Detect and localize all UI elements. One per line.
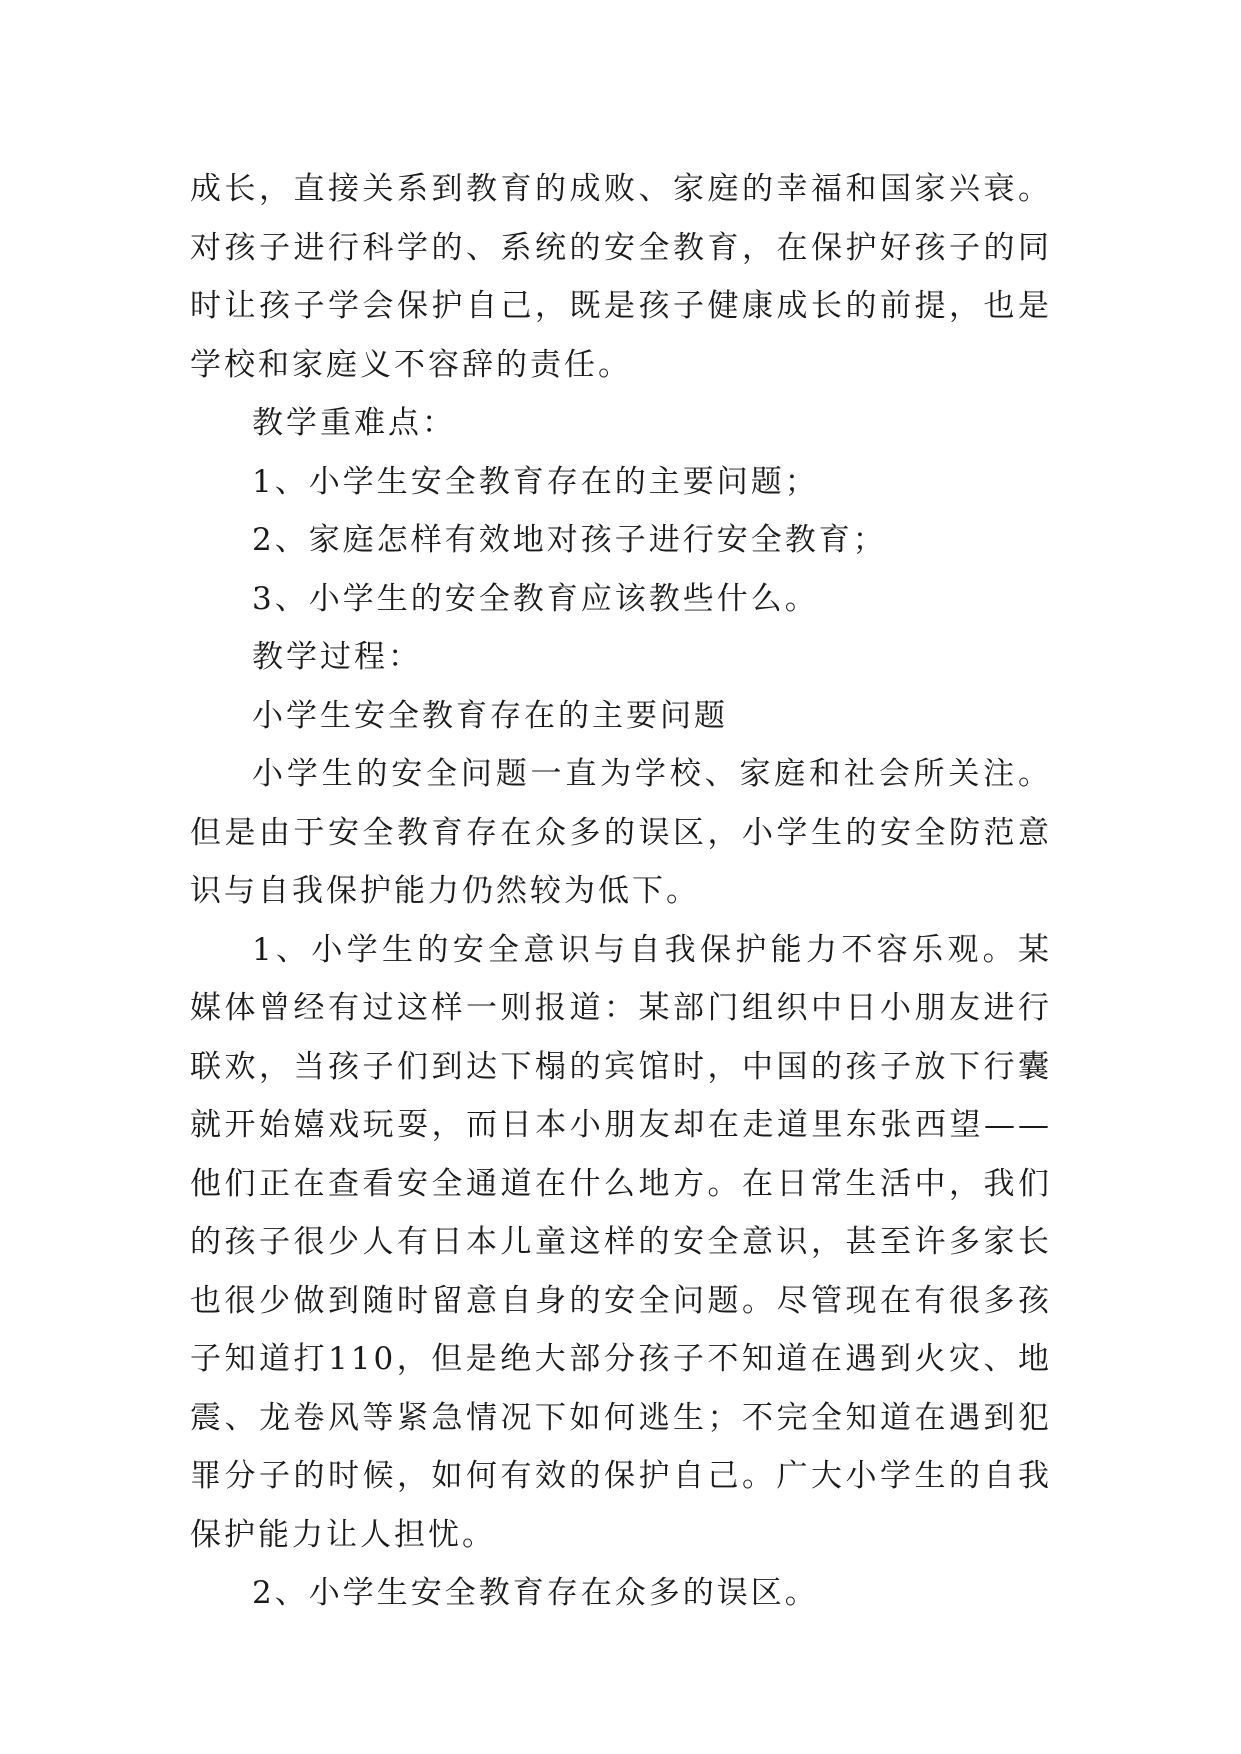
list-item-2: 2、家庭怎样有效地对孩子进行安全教育； (252, 522, 887, 558)
section-title: 小学生安全教育存在的主要问题 (252, 697, 728, 734)
paragraph-continued: 成长，直接关系到教育的成败、家庭的幸福和国家兴衰。对孩子进行科学的、系统的安全教育，在保护好孩子的同时让孩子学会保护自己，既是孩子健康成长的前提，也是学校和家庭义不容辞的责任。 (190, 171, 1052, 383)
paragraph-point-1: 1、小学生的安全意识与自我保护能力不容乐观。某媒体曾经有过这样一则报道：某部门组织中日小朋友进行联欢，当孩子们到达下榻的宾馆时，中国的孩子放下行囊就开始嬉戏玩耍，而日本小朋友却在走道里东张西望——他们正在查看安全通道在什么地方。在日常生活中，我们的孩子很少人有日本儿童这样的安全意识，甚至许多家长也很少做到随时留意自身的安全问题。尽管现在有很多孩子知道打110，但是绝大部分孩子不知道在遇到火灾、地震、龙卷风等紧急情况下如何逃生；不完全知道在遇到犯罪分子的时候，如何有效的保护自己。广大小学生的自我保护能力让人担忧。 (190, 931, 1052, 1553)
list-item-3: 3、小学生的安全教育应该教些什么。 (252, 580, 819, 617)
list-item-1: 1、小学生安全教育存在的主要问题； (252, 463, 819, 500)
document-body (190, 160, 1052, 1623)
paragraph-point-2: 2、小学生安全教育存在众多的误区。 (252, 1575, 819, 1611)
heading-teaching-process: 教学过程： (252, 639, 422, 675)
paragraph-intro: 小学生的安全问题一直为学校、家庭和社会所关注。但是由于安全教育存在众多的误区，小学生的安全防范意识与自我保护能力仍然较为低下。 (190, 756, 1052, 909)
heading-teaching-difficulties: 教学重难点： (252, 405, 456, 441)
